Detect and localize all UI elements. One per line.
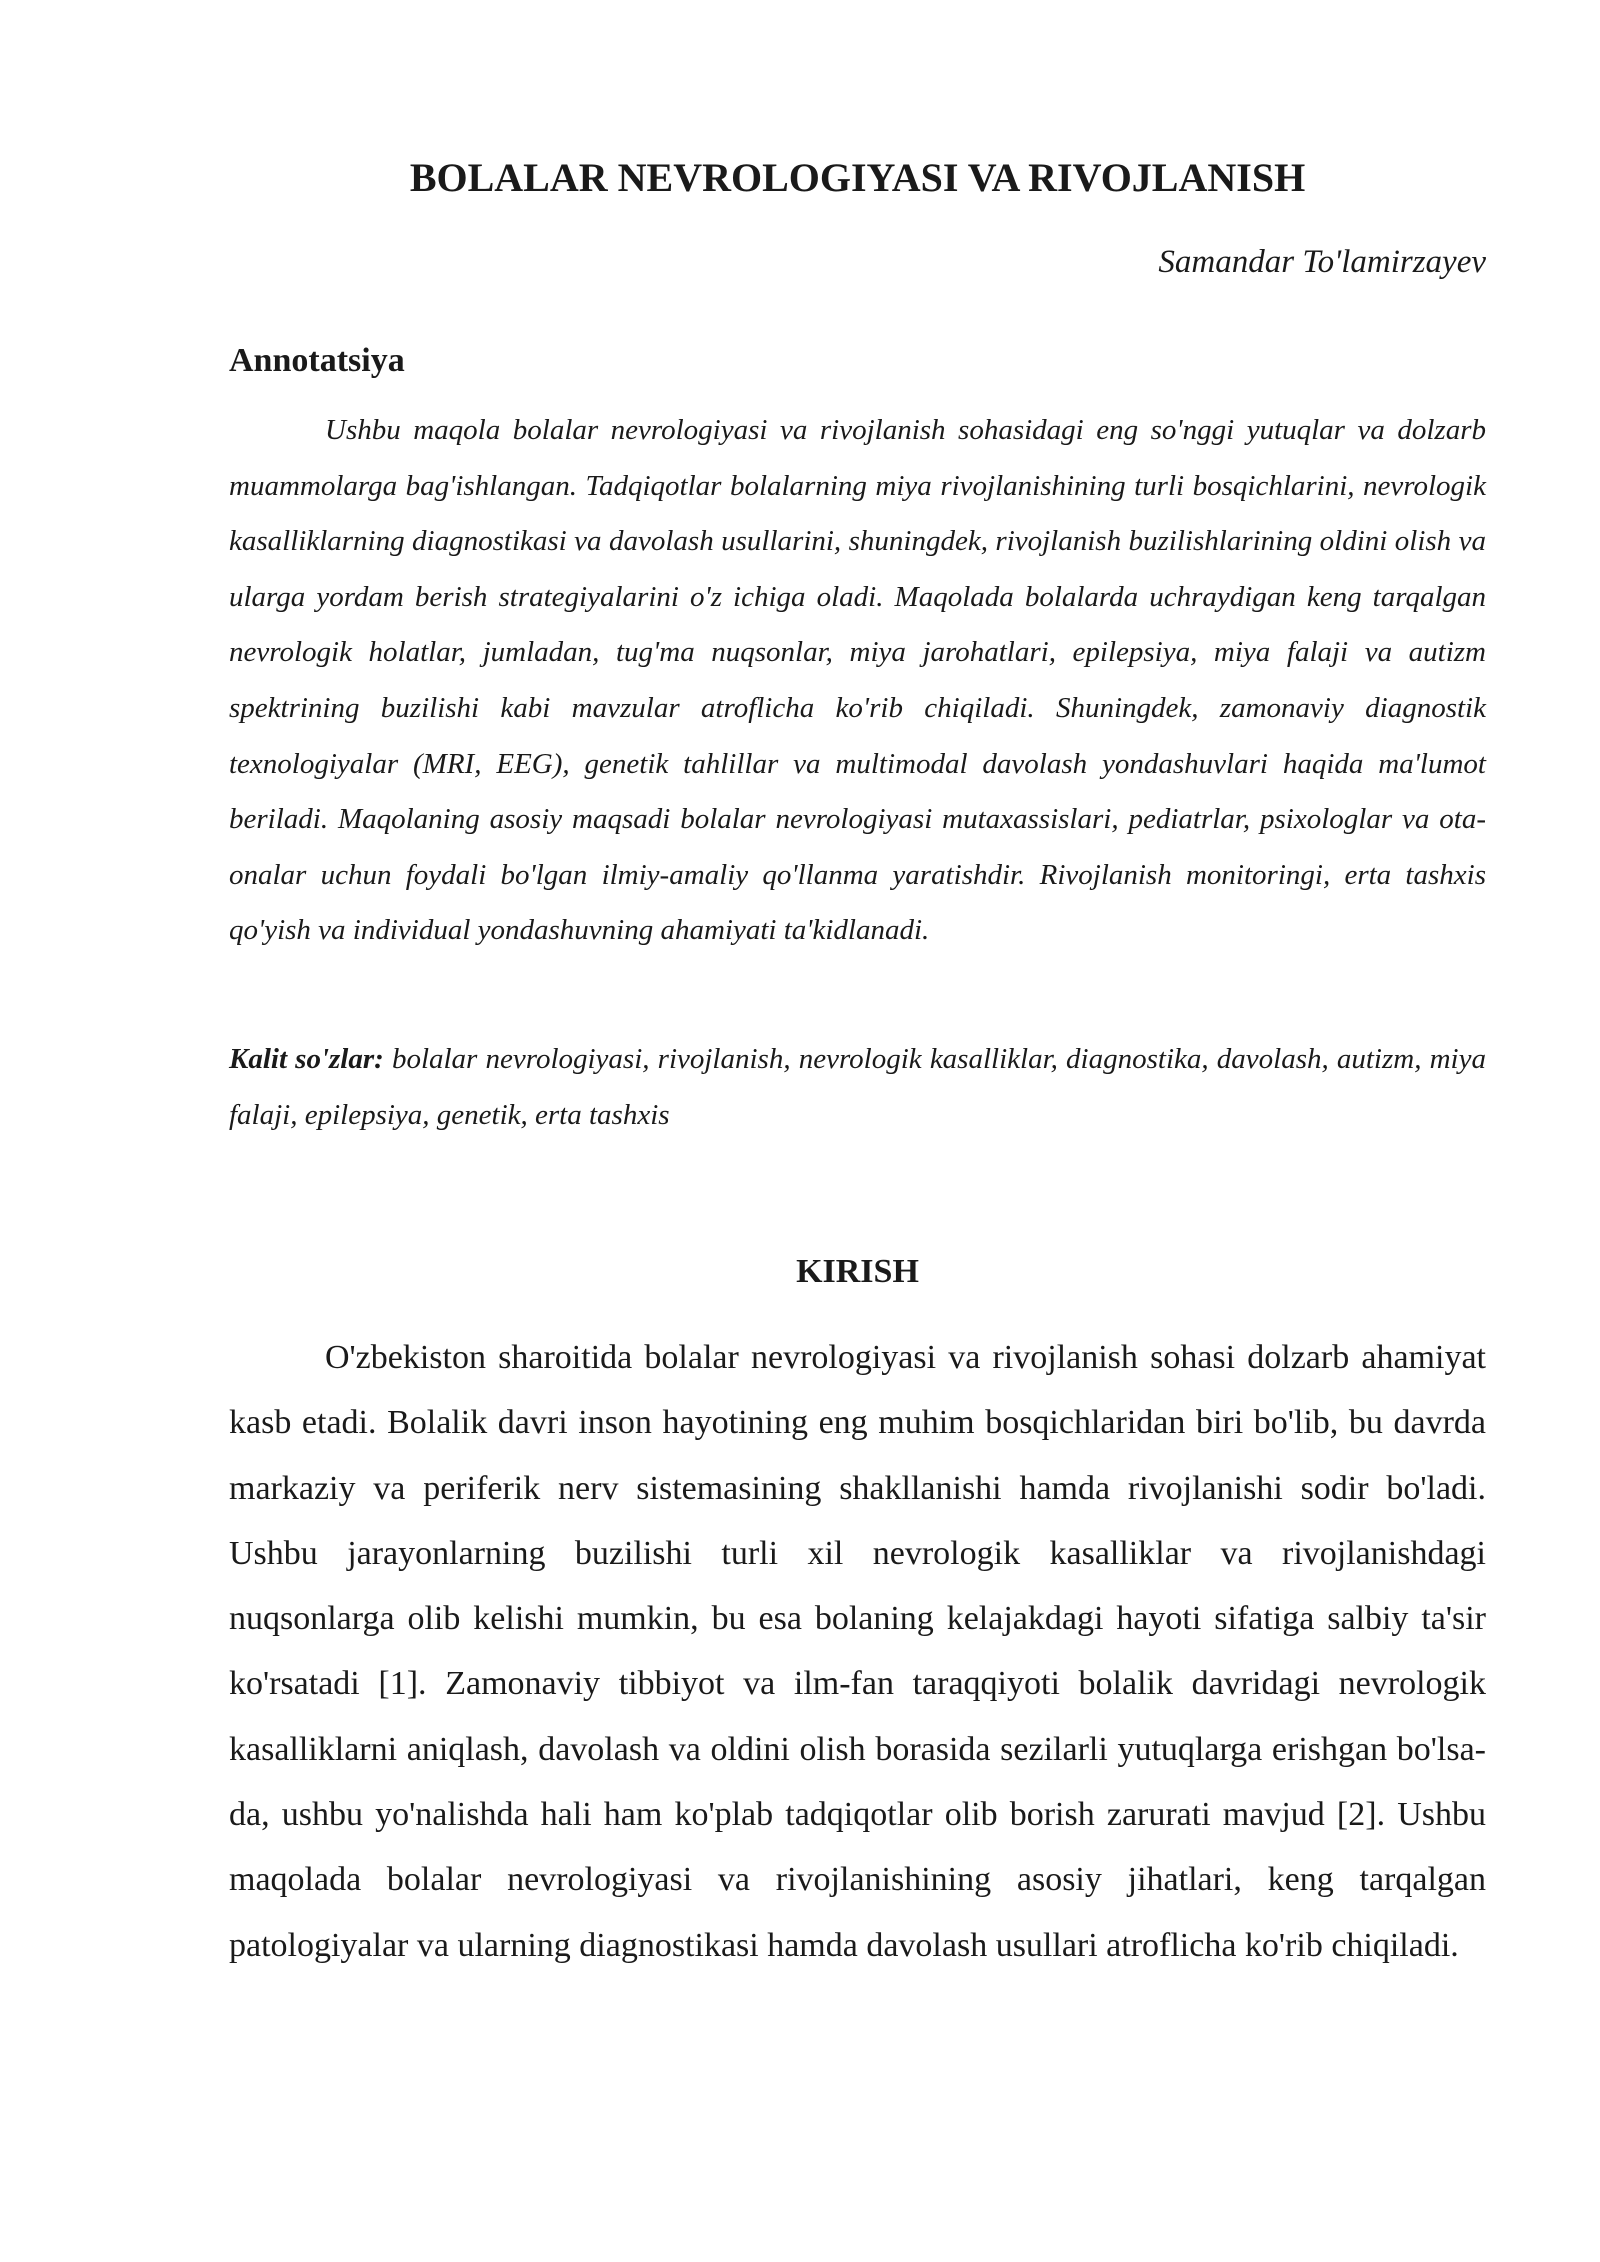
keywords-text: bolalar nevrologiyasi, rivojlanish, nevrologik kasalliklar, diagnostika, davolash, autizm, miya falaji, epilepsiya, genetik, erta tashxis — [229, 1043, 1486, 1131]
introduction-text: O'zbekiston sharoitida bolalar nevrologiyasi va rivojlanish sohasi dolzarb ahamiyat kasb etadi. Bolalik davri inson hayotining eng muhim bosqichlaridan biri bo'lib, bu davrda markaziy va periferik nerv sistemasining shakllanishi hamda rivojlanishi sodir bo'ladi. Ushbu jarayonlarning buzilishi turli xil nevrologik kasalliklar va rivojlanishdagi nuqsonlarga olib kelishi mumkin, bu esa bolaning kelajakdagi hayoti sifatiga salbiy ta'sir ko'rsatadi [1]. Zamonaviy tibbiyot va ilm-fan taraqqiyoti bolalik davridagi nevrologik kasalliklarni aniqlash, davolash va oldini olish borasida sezilarli yutuqlarga erishgan bo'lsa-da, ushbu yo'nalishda hali ham ko'plab tadqiqotlar olib borish zarurati mavjud [2]. Ushbu maqolada bolalar nevrologiyasi va rivojlanishining asosiy jihatlari, keng tarqalgan patologiyalar va ularning diagnostikasi hamda davolash usullari atroflicha ko'rib chiqiladi. — [229, 1339, 1486, 1964]
introduction-heading: KIRISH — [796, 1253, 919, 1290]
author-name: Samandar To'lamirzayev — [1158, 244, 1486, 280]
paper-title: BOLALAR NEVROLOGIYASI VA RIVOJLANISH — [409, 155, 1306, 200]
keywords-label: Kalit so'zlar: — [229, 1043, 384, 1075]
abstract-heading: Annotatsiya — [229, 342, 405, 379]
keywords-paragraph — [229, 1032, 1486, 1143]
abstract-text: Ushbu maqola bolalar nevrologiyasi va rivojlanish sohasidagi eng so'nggi yutuqlar va dolzarb muammolarga bag'ishlangan. Tadqiqotlar bolalarning miya rivojlanishining turli bosqichlarini, nevrologik kasalliklarning diagnostikasi va davolash usullarini, shuningdek, rivojlanish buzilishlarining oldini olish va ularga yordam berish strategiyalarini o'z ichiga oladi. Maqolada bolalarda uchraydigan keng tarqalgan nevrologik holatlar, jumladan, tug'ma nuqsonlar, miya jarohatlari, epilepsiya, miya falaji va autizm spektrining buzilishi kabi mavzular atroflicha ko'rib chiqiladi. Shuningdek, zamonaviy diagnostik texnologiyalar (MRI, EEG), genetik tahlillar va multimodal davolash yondashuvlari haqida ma'lumot beriladi. Maqolaning asosiy maqsadi bolalar nevrologiyasi mutaxassislari, pediatrlar, psixologlar va ota-onalar uchun foydali bo'lgan ilmiy-amaliy qo'llanma yaratishdir. Rivojlanish monitoringi, erta tashxis qo'yish va individual yondashuvning ahamiyati ta'kidlanadi. — [229, 414, 1486, 947]
